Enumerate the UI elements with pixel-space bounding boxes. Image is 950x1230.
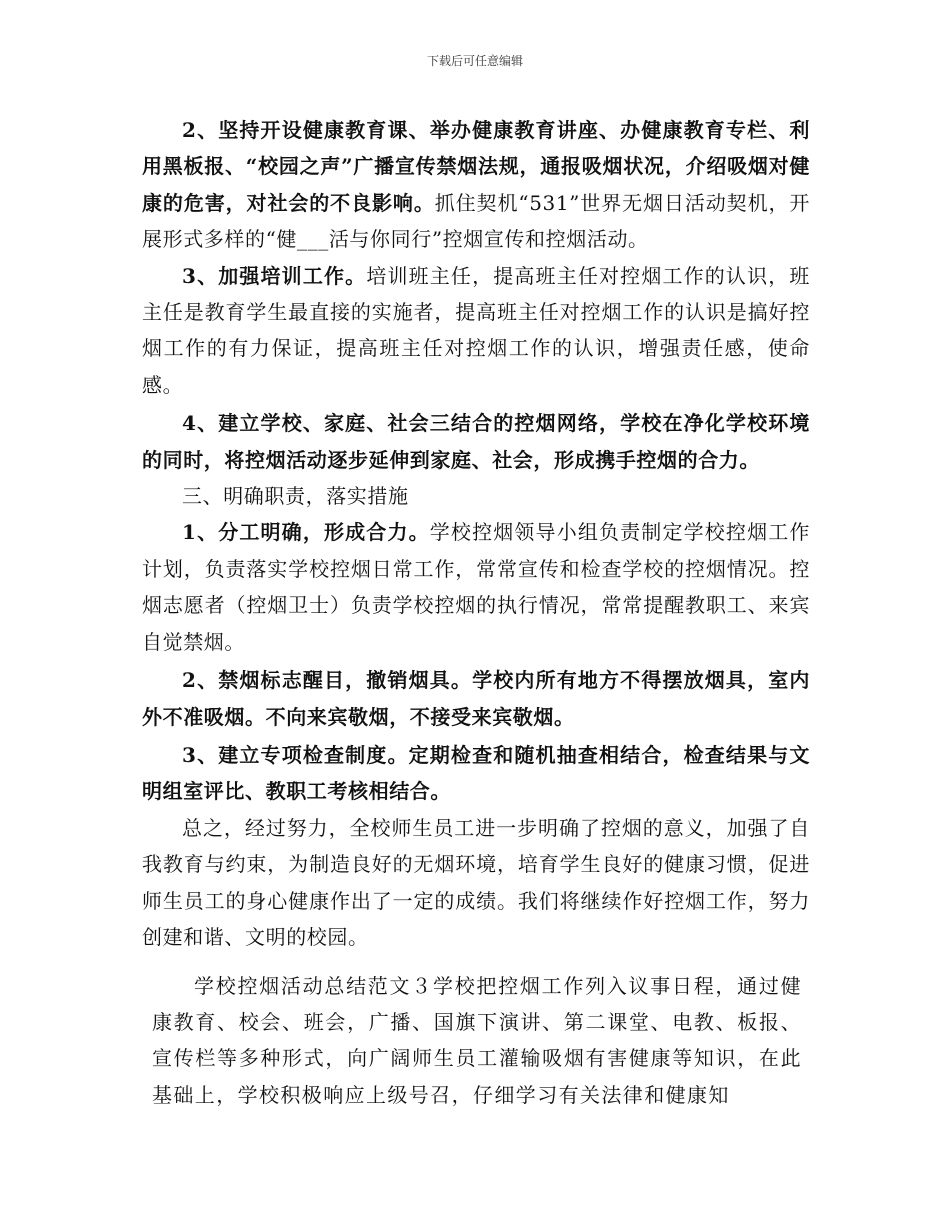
paragraph-network: [142, 405, 810, 478]
next-sample-section: [152, 968, 802, 1113]
paragraph-inspection-system: [142, 737, 810, 810]
paragraph-sample-three: [152, 968, 802, 1113]
paragraph-conclusion: [142, 810, 810, 956]
paragraph-bold-text: 1、分工明确，形成合力。: [182, 520, 430, 545]
paragraph-bold-text: 2、禁烟标志醒目，撤销烟具。学校内所有地方不得摆放烟具，室内外不准吸烟。不向来宾敬烟，不接受来宾敬烟。: [142, 668, 810, 729]
section-heading-responsibilities: 三、明确职责，落实措施: [182, 484, 409, 509]
paragraph-no-smoking-signs: [142, 662, 810, 735]
paragraph-bold-text: 3、建立专项检查制度。定期检查和随机抽查相结合，检查结果与文明组室评比、教职工考核相结合。: [142, 742, 810, 804]
document-body: [142, 112, 810, 955]
paragraph-normal-text: 学校控烟活动总结范文３学校把控烟工作列入议事日程，通过健康教育、校会、班会，广播、国旗下演讲、第二课堂、电教、板报、宣传栏等多种形式，向广阔师生员工灌输吸烟有害健康等知识，在此基础上，学校积极响应上级号召，仔细学习有关法律和健康知: [152, 974, 802, 1107]
paragraph-normal-text: 抓住契机“531”世界无烟日活动契机，开展形式多样的“健___活与你同行”控烟宣传和控烟活动。: [142, 190, 810, 252]
paragraph-health-education: [142, 112, 810, 258]
paragraph-bold-text: 2、坚持开设健康教育课、举办健康教育讲座、办健康教育专栏、利用黑板报、“校园之声”广播宣传禁烟法规，通报吸烟状况，介绍吸烟对健康的危害，对社会的不良影响。: [142, 118, 810, 215]
paragraph-bold-text: 3、加强培训工作。: [182, 263, 367, 288]
paragraph-division-of-labor: [142, 514, 810, 660]
paragraph-training: [142, 258, 810, 404]
paragraph-bold-text: 4、建立学校、家庭、社会三结合的控烟网络，学校在净化学校环境的同时，将控烟活动逐步延伸到家庭、社会，形成携手控烟的合力。: [142, 411, 810, 472]
paragraph-normal-text: 总之，经过努力，全校师生员工进一步明确了控烟的意义，加强了自我教育与约束，为制造良好的无烟环境，培育学生良好的健康习惯，促进师生员工的身心健康作出了一定的成绩。我们将继续作好控烟工作，努力创建和谐、文明的校园。: [142, 815, 810, 949]
paragraph-normal-text: 学校控烟领导小组负责制定学校控烟工作计划，负责落实学校控烟日常工作，常常宣传和检查学校的控烟情况。控烟志愿者（控烟卫士）负责学校控烟的执行情况，常常提醒教职工、来宾自觉禁烟。: [142, 520, 810, 654]
page-header-note: 下载后可任意编辑: [426, 54, 523, 68]
paragraph-normal-text: 培训班主任，提高班主任对控烟工作的认识，班主任是教育学生最直接的实施者，提高班主任对控烟工作的认识是搞好控烟工作的有力保证，提高班主任对控烟工作的认识，增强责任感，使命感。: [142, 263, 810, 397]
